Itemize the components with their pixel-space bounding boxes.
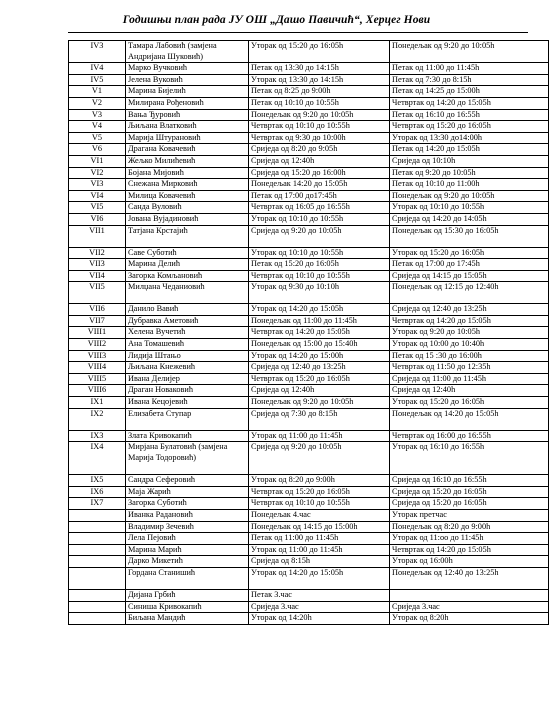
second-term-cell: Уторак од 16:00h (390, 556, 549, 568)
teacher-cell: Вања Ђуровић (126, 109, 249, 121)
first-term-cell: Сриједа од 9:20 до 10:05h (249, 442, 390, 475)
teacher-cell: Татјана Крстајић (126, 225, 249, 247)
table-row (69, 339, 549, 351)
teacher-cell: Жељко Милићевић (126, 155, 249, 167)
second-term-cell: Сриједа 3.час (390, 601, 549, 613)
class-cell: VIII5 (69, 373, 126, 385)
table-row (69, 41, 549, 63)
schedule-table (68, 40, 549, 625)
class-cell: VIII2 (69, 339, 126, 351)
teacher-cell: Јована Вујадиновић (126, 213, 249, 225)
table-row (69, 202, 549, 214)
table-row (69, 155, 549, 167)
table-row (69, 315, 549, 327)
first-term-cell: Уторак од 9:30 до 10:10h (249, 282, 390, 304)
class-cell (69, 544, 126, 556)
class-cell: VII5 (69, 282, 126, 304)
second-term-cell: Сриједа од 16:10 до 16:55h (390, 475, 549, 487)
second-term-cell: Понедељак од 8:20 до 9:00h (390, 521, 549, 533)
teacher-cell: Злата Кривокапић (126, 430, 249, 442)
table-row (69, 385, 549, 397)
first-term-cell: Понедељак од 9:20 до 10:05h (249, 109, 390, 121)
second-term-cell: Понедељак од 12:15 до 12:40h (390, 282, 549, 304)
teacher-cell: Данило Вавић (126, 304, 249, 316)
teacher-cell: Јелена Вуковић (126, 74, 249, 86)
first-term-cell: Уторак од 13:30 до 14:15h (249, 74, 390, 86)
teacher-cell: Милица Ковачевић (126, 190, 249, 202)
class-cell (69, 556, 126, 568)
second-term-cell: Петак од 17:00 до 17:45h (390, 259, 549, 271)
table-row (69, 304, 549, 316)
first-term-cell: Уторак од 15:20 до 16:05h (249, 41, 390, 63)
teacher-cell: Марија Штурановић (126, 132, 249, 144)
second-term-cell: Сриједа од 11:00 до 11:45h (390, 373, 549, 385)
first-term-cell: Петак од 11:00 до 11:45h (249, 533, 390, 545)
class-cell: VI1 (69, 155, 126, 167)
teacher-cell: Љиљана Влатковић (126, 121, 249, 133)
table-row (69, 74, 549, 86)
table-row (69, 97, 549, 109)
table-row (69, 179, 549, 191)
second-term-cell: Четвртак од 15:20 до 16:05h (390, 121, 549, 133)
class-cell: IX7 (69, 498, 126, 510)
teacher-cell: Хелена Вучетић (126, 327, 249, 339)
second-term-cell: Уторак од 10:10 до 10:55h (390, 202, 549, 214)
table-row (69, 63, 549, 75)
teacher-cell: Љиљана Кнежевић (126, 362, 249, 374)
second-term-cell: Уторак од 15:20 до 16:05h (390, 247, 549, 259)
table-row (69, 282, 549, 304)
first-term-cell: Понедељак од 15:00 до 15:40h (249, 339, 390, 351)
teacher-cell: Марина Марић (126, 544, 249, 556)
table-row (69, 498, 549, 510)
first-term-cell: Сриједа 3.час (249, 601, 390, 613)
teacher-cell: Тамара Лабовић (замјена Андријана Шуковић) (126, 41, 249, 63)
first-term-cell: Уторак од 11:00 до 11:45h (249, 544, 390, 556)
teacher-cell: Мирјана Булатовић (замјена Марија Тодоровић) (126, 442, 249, 475)
header-rule (68, 32, 528, 33)
class-cell: IV4 (69, 63, 126, 75)
class-cell: V1 (69, 86, 126, 98)
teacher-cell: Снежана Мирковић (126, 179, 249, 191)
class-cell (69, 601, 126, 613)
teacher-cell: Драгана Ковачевић (126, 144, 249, 156)
table-row (69, 362, 549, 374)
teacher-cell: Синиша Кривокапић (126, 601, 249, 613)
table-row (69, 373, 549, 385)
class-cell (69, 567, 126, 589)
second-term-cell: Сриједа од 10:10h (390, 155, 549, 167)
class-cell: IX2 (69, 408, 126, 430)
class-cell: VII6 (69, 304, 126, 316)
class-cell: VIII4 (69, 362, 126, 374)
first-term-cell: Сриједа од 12:40h (249, 155, 390, 167)
second-term-cell: Сриједа од 12:40h (390, 385, 549, 397)
teacher-cell: Ивана Кецојевић (126, 397, 249, 409)
table-row (69, 121, 549, 133)
first-term-cell: Сриједа од 7:30 до 8:15h (249, 408, 390, 430)
table-row (69, 350, 549, 362)
second-term-cell: Уторак од 13:30 до14:00h (390, 132, 549, 144)
teacher-cell: Владимир Зечевић (126, 521, 249, 533)
first-term-cell: Уторак од 8:20 до 9:00h (249, 475, 390, 487)
page-header: Годишњи план рада ЈУ ОШ „Дашо Павичић“, Херцег Нови (122, 14, 431, 26)
second-term-cell: Понедељак од 12:40 до 13:25h (390, 567, 549, 589)
class-cell: VI2 (69, 167, 126, 179)
teacher-cell: Милџана Чеданиовић (126, 282, 249, 304)
first-term-cell: Четвртак од 14:20 до 15:05h (249, 327, 390, 339)
second-term-cell: Уторак од 10:00 до 10:40h (390, 339, 549, 351)
table-row (69, 86, 549, 98)
second-term-cell: Понедељак од 14:20 до 15:05h (390, 408, 549, 430)
second-term-cell: Петак од 16:10 до 16:55h (390, 109, 549, 121)
table-row (69, 190, 549, 202)
teacher-cell: Ивана Делијер (126, 373, 249, 385)
class-cell (69, 510, 126, 522)
second-term-cell: Петак од 15 :30 до 16:00h (390, 350, 549, 362)
teacher-cell: Лела Пејовић (126, 533, 249, 545)
class-cell: VI5 (69, 202, 126, 214)
first-term-cell: Сриједа од 12:40 до 13:25h (249, 362, 390, 374)
class-cell: VI4 (69, 190, 126, 202)
first-term-cell: Петак од 8:25 до 9:00h (249, 86, 390, 98)
class-cell (69, 613, 126, 625)
class-cell: IX4 (69, 442, 126, 475)
class-cell: VII1 (69, 225, 126, 247)
table-row (69, 475, 549, 487)
teacher-cell: Милирана Рођеновић (126, 97, 249, 109)
first-term-cell: Сриједа од 8:15h (249, 556, 390, 568)
table-row (69, 556, 549, 568)
table-row (69, 259, 549, 271)
teacher-cell: Дубравка Аметовић (126, 315, 249, 327)
teacher-cell: Лидија Штањо (126, 350, 249, 362)
table-row (69, 213, 549, 225)
class-cell: VI6 (69, 213, 126, 225)
second-term-cell: Сриједа од 12:40 до 13:25h (390, 304, 549, 316)
first-term-cell: Уторак од 14:20 до 15:05h (249, 304, 390, 316)
teacher-cell: Гордана Станишић (126, 567, 249, 589)
second-term-cell: Сриједа од 15:20 до 16:05h (390, 486, 549, 498)
teacher-cell: Ана Томашевић (126, 339, 249, 351)
class-cell: V3 (69, 109, 126, 121)
class-cell: VIII1 (69, 327, 126, 339)
second-term-cell: Уторак од 11:оо до 11:45h (390, 533, 549, 545)
second-term-cell: Петак од 14:20 до 15:05h (390, 144, 549, 156)
first-term-cell: Сриједа од 12:40h (249, 385, 390, 397)
class-cell: IX6 (69, 486, 126, 498)
first-term-cell: Понедељак од 14:15 до 15:00h (249, 521, 390, 533)
class-cell: V6 (69, 144, 126, 156)
second-term-cell: Четвртак од 16:00 до 16:55h (390, 430, 549, 442)
first-term-cell: Сриједа од 15:20 до 16:00h (249, 167, 390, 179)
first-term-cell: Сриједа од 8:20 до 9:05h (249, 144, 390, 156)
first-term-cell: Четвртак од 15:20 до 16:05h (249, 373, 390, 385)
class-cell: V5 (69, 132, 126, 144)
second-term-cell: Уторак претчас (390, 510, 549, 522)
first-term-cell: Четвртак од 10:10 до 10:55h (249, 270, 390, 282)
teacher-cell: Дијана Грбић (126, 589, 249, 601)
class-cell (69, 521, 126, 533)
first-term-cell: Четвртак од 9:30 до 10:00h (249, 132, 390, 144)
second-term-cell: Сриједа од 14:20 до 14:05h (390, 213, 549, 225)
first-term-cell: Понедељак од 9:20 до 10:05h (249, 397, 390, 409)
second-term-cell: Петак од 10:10 до 11:00h (390, 179, 549, 191)
class-cell (69, 533, 126, 545)
first-term-cell: Петак 3.час (249, 589, 390, 601)
second-term-cell: Понедељак од 9:20 до 10:05h (390, 190, 549, 202)
first-term-cell: Уторак од 10:10 до 10:55h (249, 247, 390, 259)
first-term-cell: Уторак од 14:20 до 15:05h (249, 567, 390, 589)
class-cell: VII4 (69, 270, 126, 282)
second-term-cell: Сриједа од 15:20 до 16:05h (390, 498, 549, 510)
table-row (69, 327, 549, 339)
table-row (69, 397, 549, 409)
first-term-cell: Уторак од 14:20h (249, 613, 390, 625)
class-cell: V4 (69, 121, 126, 133)
class-cell: V2 (69, 97, 126, 109)
first-term-cell: Уторак од 14:20 до 15:00h (249, 350, 390, 362)
table-row (69, 144, 549, 156)
first-term-cell: Уторак од 11:00 до 11:45h (249, 430, 390, 442)
class-cell: IX5 (69, 475, 126, 487)
second-term-cell: Четвртак од 14:20 до 15:05h (390, 544, 549, 556)
first-term-cell: Уторак од 10:10 до 10:55h (249, 213, 390, 225)
class-cell: IV5 (69, 74, 126, 86)
teacher-cell: Елизабета Ступар (126, 408, 249, 430)
teacher-cell: Дарко Микетић (126, 556, 249, 568)
second-term-cell: Понедељак од 15:30 до 16:05h (390, 225, 549, 247)
second-term-cell: Уторак од 15:20 до 16:05h (390, 397, 549, 409)
second-term-cell: Петак од 11:00 до 11:45h (390, 63, 549, 75)
class-cell: VIII3 (69, 350, 126, 362)
teacher-cell: Бојана Мијовић (126, 167, 249, 179)
first-term-cell: Четвртак од 16:05 до 16:55h (249, 202, 390, 214)
second-term-cell: Уторак од 8:20h (390, 613, 549, 625)
schedule-table-body (69, 41, 549, 625)
first-term-cell: Понедељак 14:20 до 15:05h (249, 179, 390, 191)
class-cell (69, 589, 126, 601)
table-row (69, 510, 549, 522)
table-row (69, 408, 549, 430)
table-row (69, 270, 549, 282)
table-row (69, 589, 549, 601)
second-term-cell: Сриједа од 14:15 до 15:05h (390, 270, 549, 282)
second-term-cell: Уторак од 9:20 до 10:05h (390, 327, 549, 339)
second-term-cell: Уторак од 16:10 до 16:55h (390, 442, 549, 475)
table-row (69, 442, 549, 475)
table-row (69, 521, 549, 533)
table-row (69, 247, 549, 259)
class-cell: VI3 (69, 179, 126, 191)
class-cell: IX1 (69, 397, 126, 409)
teacher-cell: Саве Суботић (126, 247, 249, 259)
teacher-cell: Санда Вуловић (126, 202, 249, 214)
first-term-cell: Четвртак од 10:10 до 10:55h (249, 498, 390, 510)
teacher-cell: Марина Бијелић (126, 86, 249, 98)
second-term-cell: Петак од 7:30 до 8:15h (390, 74, 549, 86)
first-term-cell: Петак од 13:30 до 14:15h (249, 63, 390, 75)
class-cell: VII7 (69, 315, 126, 327)
first-term-cell: Четвртак од 10:10 до 10:55h (249, 121, 390, 133)
table-row (69, 225, 549, 247)
first-term-cell: Петак од 15:20 до 16:05h (249, 259, 390, 271)
first-term-cell: Петак од 10:10 до 10:55h (249, 97, 390, 109)
second-term-cell: Петак од 14:25 до 15:00h (390, 86, 549, 98)
first-term-cell: Сриједа од 9:20 до 10:05h (249, 225, 390, 247)
class-cell: IV3 (69, 41, 126, 63)
table-row (69, 544, 549, 556)
teacher-cell: Загорка Суботић (126, 498, 249, 510)
second-term-cell: Четвртак од 11:50 до 12:35h (390, 362, 549, 374)
second-term-cell: Понедељак од 9:20 до 10:05h (390, 41, 549, 63)
first-term-cell: Понедељак од 11:00 до 11:45h (249, 315, 390, 327)
table-row (69, 533, 549, 545)
teacher-cell: Марко Вучковић (126, 63, 249, 75)
teacher-cell: Биљана Мандић (126, 613, 249, 625)
table-row (69, 109, 549, 121)
teacher-cell: Драган Новаковић (126, 385, 249, 397)
teacher-cell: Маја Жарић (126, 486, 249, 498)
first-term-cell: Понедељак 4.час (249, 510, 390, 522)
table-row (69, 167, 549, 179)
teacher-cell: Иванка Радановић (126, 510, 249, 522)
second-term-cell (390, 589, 549, 601)
second-term-cell: Четвртак од 14:20 до 15:05h (390, 315, 549, 327)
table-row (69, 601, 549, 613)
second-term-cell: Четвртак од 14:20 до 15:05h (390, 97, 549, 109)
table-row (69, 430, 549, 442)
class-cell: IX3 (69, 430, 126, 442)
teacher-cell: Сандра Сеферовић (126, 475, 249, 487)
second-term-cell: Петак од 9:20 до 10:05h (390, 167, 549, 179)
table-row (69, 567, 549, 589)
table-row (69, 486, 549, 498)
class-cell: VII3 (69, 259, 126, 271)
teacher-cell: Загорка Комљановић (126, 270, 249, 282)
class-cell: VII2 (69, 247, 126, 259)
first-term-cell: Четвртак од 15:20 до 16:05h (249, 486, 390, 498)
table-row (69, 613, 549, 625)
teacher-cell: Марина Делић (126, 259, 249, 271)
class-cell: VIII6 (69, 385, 126, 397)
table-row (69, 132, 549, 144)
first-term-cell: Петак од 17:00 до17:45h (249, 190, 390, 202)
